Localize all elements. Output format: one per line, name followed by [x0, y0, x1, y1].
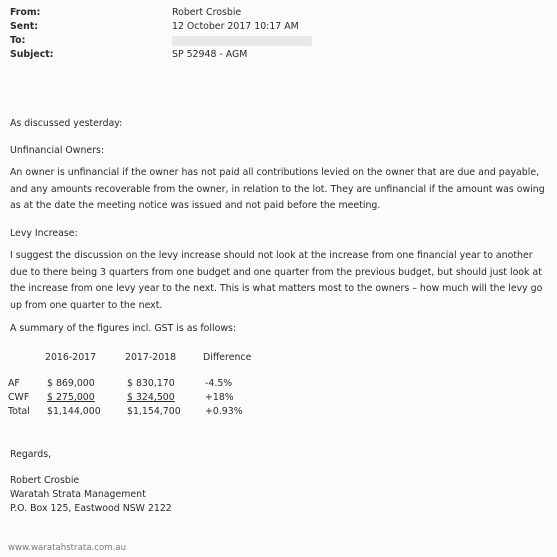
to-label: To: — [10, 35, 26, 46]
from-label: From: — [10, 7, 41, 18]
signature-company: Waratah Strata Management — [10, 489, 146, 500]
website-link[interactable]: www.waratahstrata.com.au — [8, 543, 127, 553]
af-difference: -4.5% — [205, 378, 233, 389]
levy-heading: Levy Increase: — [10, 228, 78, 239]
signature-address: P.O. Box 125, Eastwood NSW 2122 — [10, 503, 172, 514]
cwf-2016: $ 275,000 — [47, 392, 95, 403]
col-header-difference: Difference — [203, 352, 252, 363]
total-2016: $1,144,000 — [47, 406, 101, 417]
cwf-2017: $ 324,500 — [127, 392, 175, 403]
subject-label: Subject: — [10, 49, 54, 60]
af-2017: $ 830,170 — [127, 378, 175, 389]
row-label-cwf: CWF — [8, 392, 30, 403]
closing-text: Regards, — [10, 449, 52, 460]
total-difference: +0.93% — [205, 406, 243, 417]
unfinancial-heading: Unfinancial Owners: — [10, 145, 105, 156]
col-header-2017: 2017-2018 — [125, 352, 177, 363]
af-2016: $ 869,000 — [47, 378, 95, 389]
cwf-difference: +18% — [205, 392, 234, 403]
sent-value: 12 October 2017 10:17 AM — [172, 21, 299, 32]
subject-value: SP 52948 - AGM — [172, 49, 248, 60]
row-label-total: Total — [8, 406, 30, 417]
summary-intro: A summary of the figures incl. GST is as follows: — [10, 323, 237, 334]
from-value: Robert Crosbie — [172, 7, 242, 18]
intro-text: As discussed yesterday: — [10, 118, 123, 129]
row-label-af: AF — [8, 378, 20, 389]
unfinancial-paragraph: An owner is unfinancial if the owner has not paid all contributions levied on the owner that are due and payable, and any amounts recoverable from the owner, in relation to the lot. They are unfinancial if the amount was owing as at the date the meeting notice was issued and not paid before the meeting. — [10, 167, 545, 211]
sent-label: Sent: — [10, 21, 39, 32]
col-header-2016: 2016-2017 — [45, 352, 97, 363]
levy-paragraph: I suggest the discussion on the levy increase should not look at the increase from one financial year to another due to there being 3 quarters from one budget and one quarter from the previous budget, but should just look at the increase from one levy year to the next. This is what matters most to the owners – how much will the levy go up from one quarter to the next. — [10, 250, 543, 311]
signature-name: Robert Crosbie — [10, 475, 80, 486]
total-2017: $1,154,700 — [127, 406, 181, 417]
redacted-recipient — [172, 36, 312, 46]
